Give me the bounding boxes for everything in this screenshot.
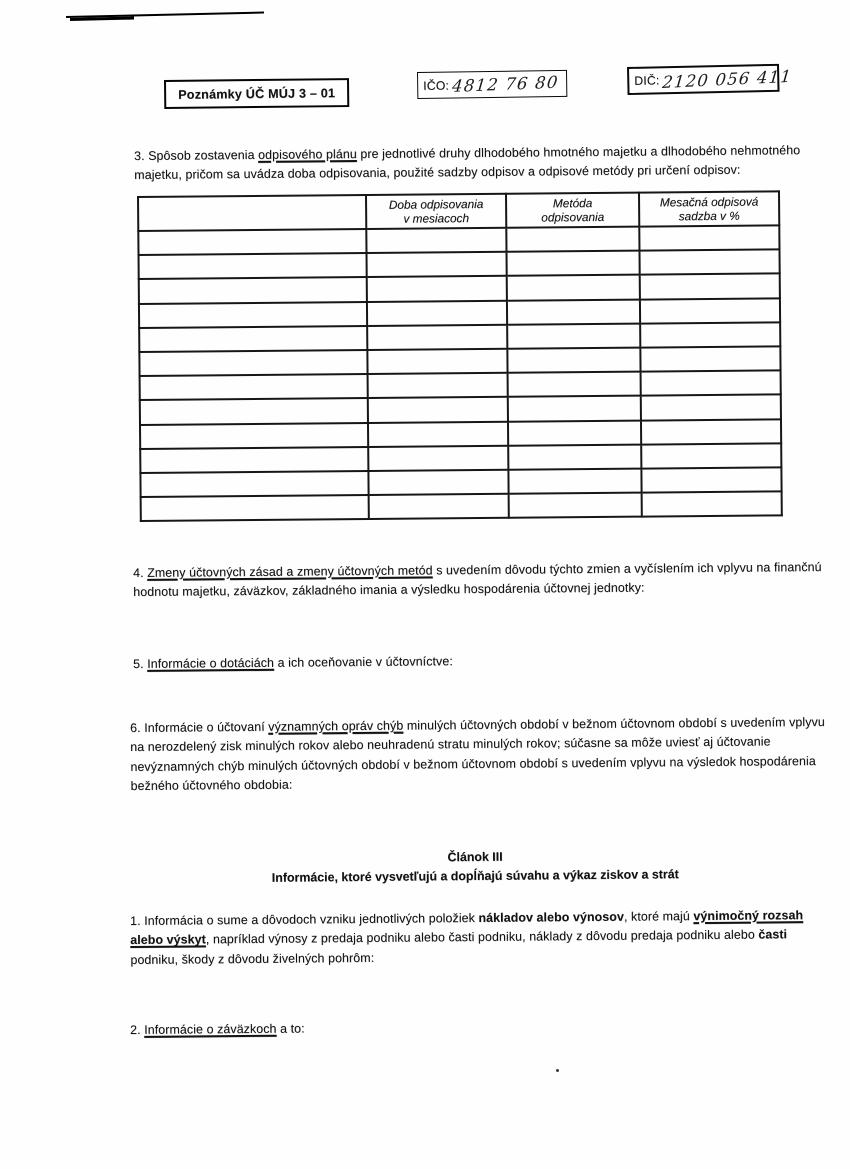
table-cell — [367, 349, 507, 374]
table-cell — [640, 346, 780, 371]
text-segment: 5. — [133, 656, 148, 671]
table-cell — [508, 420, 641, 445]
table-cell — [368, 397, 508, 422]
table-cell — [367, 300, 507, 325]
table-header-cell: Mesačná odpisová sadzba v % — [639, 191, 779, 226]
table-cell — [507, 323, 640, 348]
table-row — [141, 491, 782, 521]
text-segment: 4. — [133, 565, 148, 580]
table-cell — [140, 374, 368, 400]
table-cell — [368, 445, 508, 470]
table-cell — [639, 225, 779, 250]
article-heading — [130, 845, 820, 889]
paragraph-1 — [130, 906, 828, 970]
text-segment: Informácie o dotáciách — [147, 655, 275, 671]
table-cell — [507, 251, 640, 276]
table-cell — [369, 494, 509, 519]
table-cell — [641, 443, 781, 468]
table-header-cell: Metóda odpisovania — [506, 193, 639, 228]
table-cell — [508, 372, 641, 397]
table-cell — [367, 325, 507, 350]
table-cell — [508, 468, 641, 493]
table-cell — [139, 302, 367, 328]
text-segment: 3. Spôsob zostavenia — [134, 147, 259, 163]
paragraph-2 — [130, 1015, 824, 1040]
table-cell — [639, 250, 779, 275]
text-segment: Informácie o záväzkoch — [144, 1021, 277, 1037]
table-cell — [140, 422, 368, 448]
text-segment: a to: — [276, 1021, 305, 1036]
table-cell — [508, 396, 641, 421]
table-header-row — [138, 191, 779, 231]
table-body — [138, 225, 782, 521]
table-cell — [138, 229, 366, 255]
dic-handwritten-value: 2120 056 411 — [661, 66, 794, 92]
article-title: Článok III — [447, 849, 503, 865]
table-cell — [139, 277, 367, 303]
text-segment: 2. — [130, 1022, 145, 1037]
table-cell — [641, 467, 781, 492]
table-cell — [506, 227, 639, 252]
table-cell — [507, 348, 640, 373]
paragraph-5 — [133, 649, 827, 674]
table-cell — [641, 395, 781, 420]
table-cell — [368, 421, 508, 446]
scan-artifact-dot — [556, 1069, 559, 1072]
table-header-cell — [138, 195, 366, 231]
table-cell — [367, 252, 507, 277]
text-segment: Zmeny účtovných zásad a zmeny účtovných metód — [147, 563, 433, 580]
paragraph-6 — [130, 713, 829, 797]
table-cell — [367, 276, 507, 301]
text-segment: odpisového plánu — [258, 147, 357, 162]
table-cell — [641, 371, 781, 396]
paragraph-3 — [134, 141, 824, 186]
table-cell — [509, 493, 642, 518]
table-cell — [642, 491, 782, 516]
table-cell — [641, 419, 781, 444]
form-title: Poznámky ÚČ MÚJ 3 – 01 — [178, 85, 336, 102]
text-segment: a ich oceňovanie v účtovníctve: — [273, 654, 453, 670]
text-segment: podniku, škody z dôvodu živelných pohrôm: — [130, 950, 375, 967]
table-cell — [368, 470, 508, 495]
table-cell — [139, 350, 367, 376]
text-segment: časti — [758, 927, 788, 942]
depreciation-table-wrap — [137, 190, 783, 522]
table-cell — [140, 471, 368, 497]
table-cell — [368, 373, 508, 398]
table-cell — [640, 298, 780, 323]
text-segment: minulých účtovných období v bežnom účtovnom období s uvedením vplyvu na nerozdelený zisk minulých rokov alebo neuhradenú stratu minulých rokov; súčasne sa môže uviesť aj účtovanie nevýznamných chýb minulých účtovných období v bežnom účtovnom období s uvedením vplyvu na výsledok hospodárenia bežného účtovného obdobia: — [130, 714, 825, 794]
table-cell — [508, 444, 641, 469]
text-segment: 1. Informácia o sume a dôvodoch vzniku jednotlivých položiek — [130, 910, 479, 928]
table-cell — [366, 228, 506, 253]
text-segment: nákladov alebo výnosov — [478, 909, 624, 925]
depreciation-table — [137, 190, 783, 522]
paragraph-4 — [133, 558, 827, 603]
ico-handwritten-value: 4812 76 80 — [451, 72, 560, 96]
text-segment: výnimočný rozsah alebo výskyt — [130, 908, 804, 948]
table-cell — [140, 398, 368, 424]
form-title-box — [164, 78, 349, 109]
table-cell — [139, 326, 367, 352]
text-segment: , napríklad výnosy z predaja podniku alebo časti podniku, náklady z dôvodu predaja podniku alebo — [205, 927, 759, 947]
scan-artifact-line-thick — [70, 17, 134, 21]
table-cell — [141, 495, 369, 521]
table-cell — [139, 253, 367, 279]
text-segment: s uvedením dôvodu týchto zmien a vyčíslením ich vplyvu na finančnú hodnotu majetku, záväzkov, základného imania a výsledku hospodárenia účtovnej jednotky: — [133, 559, 822, 600]
ico-box — [417, 70, 567, 99]
dic-label: DIČ: — [634, 73, 660, 88]
table-cell — [640, 322, 780, 347]
article-subtitle: Informácie, ktoré vysvetľujú a dopĺňajú súvahu a výkaz ziskov a strát — [271, 867, 679, 885]
dic-box — [627, 64, 794, 95]
table-cell — [507, 299, 640, 324]
table-cell — [640, 274, 780, 299]
ico-label: IČO: — [423, 78, 450, 93]
text-segment: , ktoré majú — [623, 909, 694, 924]
text-segment: pre jednotlivé druhy dlhodobého hmotného majetku a dlhodobého nehmotného majetku, pričom sa uvádza doba odpisovania, použité sadzby odpisov a odpisové metódy pri určení odpisov: — [134, 143, 801, 183]
text-segment: významných opráv chýb — [268, 718, 404, 734]
text-segment: 6. Informácie o účtovaní — [130, 719, 269, 735]
table-cell — [140, 447, 368, 473]
table-cell — [507, 275, 640, 300]
table-header-cell: Doba odpisovania v mesiacoch — [366, 194, 506, 229]
